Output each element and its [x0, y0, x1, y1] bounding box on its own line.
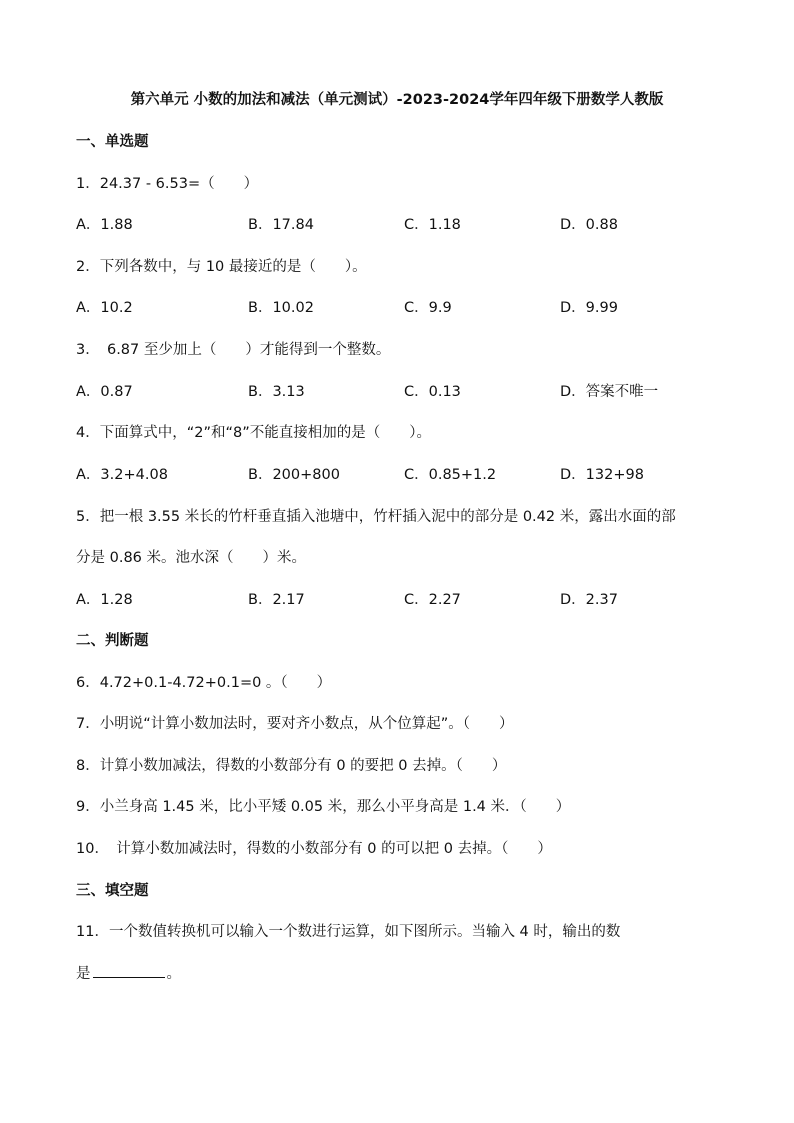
question-11-suffix: 。	[166, 966, 181, 982]
question-11-prefix: 是	[76, 966, 91, 982]
question-1-option-d: D．0.88	[560, 217, 618, 233]
page-title: 第六单元 小数的加法和减法（单元测试）-2023-2024学年四年级下册数学人教版	[130, 92, 664, 108]
question-1-stem: 1．24.37 - 6.53=（ ）	[76, 176, 259, 192]
question-1-option-c: C．1.18	[404, 217, 461, 233]
question-2-option-c: C．9.9	[404, 300, 452, 316]
question-3-option-c: C．0.13	[404, 384, 461, 400]
question-5-option-b: B．2.17	[248, 592, 305, 608]
question-8: 8．计算小数加减法，得数的小数部分有 0 的要把 0 去掉。（ ）	[76, 758, 507, 774]
question-5-option-c: C．2.27	[404, 592, 461, 608]
question-4-stem: 4．下面算式中，“2”和“8”不能直接相加的是（ ）。	[76, 425, 431, 441]
section-heading-fill-in: 三、填空题	[76, 883, 149, 899]
question-2-option-d: D．9.99	[560, 300, 618, 316]
question-3-option-b: B．3.13	[248, 384, 305, 400]
question-9: 9．小兰身高 1.45 米，比小平矮 0.05 米，那么小平身高是 1.4 米．（ ）	[76, 799, 571, 815]
question-2-option-b: B．10.02	[248, 300, 314, 316]
answer-blank[interactable]	[93, 962, 165, 978]
question-5-option-d: D．2.37	[560, 592, 618, 608]
question-7: 7．小明说“计算小数加法时，要对齐小数点，从个位算起”。（ ）	[76, 716, 514, 732]
question-5-option-a: A．1.28	[76, 592, 133, 608]
question-3-option-d: D．答案不唯一	[560, 384, 659, 400]
question-4-option-a: A．3.2+4.08	[76, 467, 168, 483]
question-3-stem: 3． 6.87 至少加上（ ）才能得到一个整数。	[76, 342, 391, 358]
question-3-option-a: A．0.87	[76, 384, 133, 400]
question-6: 6．4.72+0.1-4.72+0.1=0 。（ ）	[76, 675, 332, 691]
question-11-line-2	[76, 962, 181, 983]
question-5-stem-line-2: 分是 0.86 米。池水深（ ）米。	[76, 550, 307, 566]
section-heading-true-false: 二、判断题	[76, 633, 149, 649]
question-4-option-b: B．200+800	[248, 467, 340, 483]
question-4-option-d: D．132+98	[560, 467, 644, 483]
question-10: 10． 计算小数加减法时，得数的小数部分有 0 的可以把 0 去掉。（ ）	[76, 841, 552, 857]
question-5-stem-line-1: 5．把一根 3.55 米长的竹杆垂直插入池塘中，竹杆插入泥中的部分是 0.42 米，露出水面的部	[76, 509, 676, 525]
question-2-stem: 2．下列各数中，与 10 最接近的是（ ）。	[76, 259, 367, 275]
question-2-option-a: A．10.2	[76, 300, 133, 316]
question-11-line-1: 11．一个数值转换机可以输入一个数进行运算，如下图所示。当输入 4 时，输出的数	[76, 924, 621, 940]
question-1-option-b: B．17.84	[248, 217, 314, 233]
question-1-option-a: A．1.88	[76, 217, 133, 233]
section-heading-single-choice: 一、单选题	[76, 134, 149, 150]
question-4-option-c: C．0.85+1.2	[404, 467, 497, 483]
